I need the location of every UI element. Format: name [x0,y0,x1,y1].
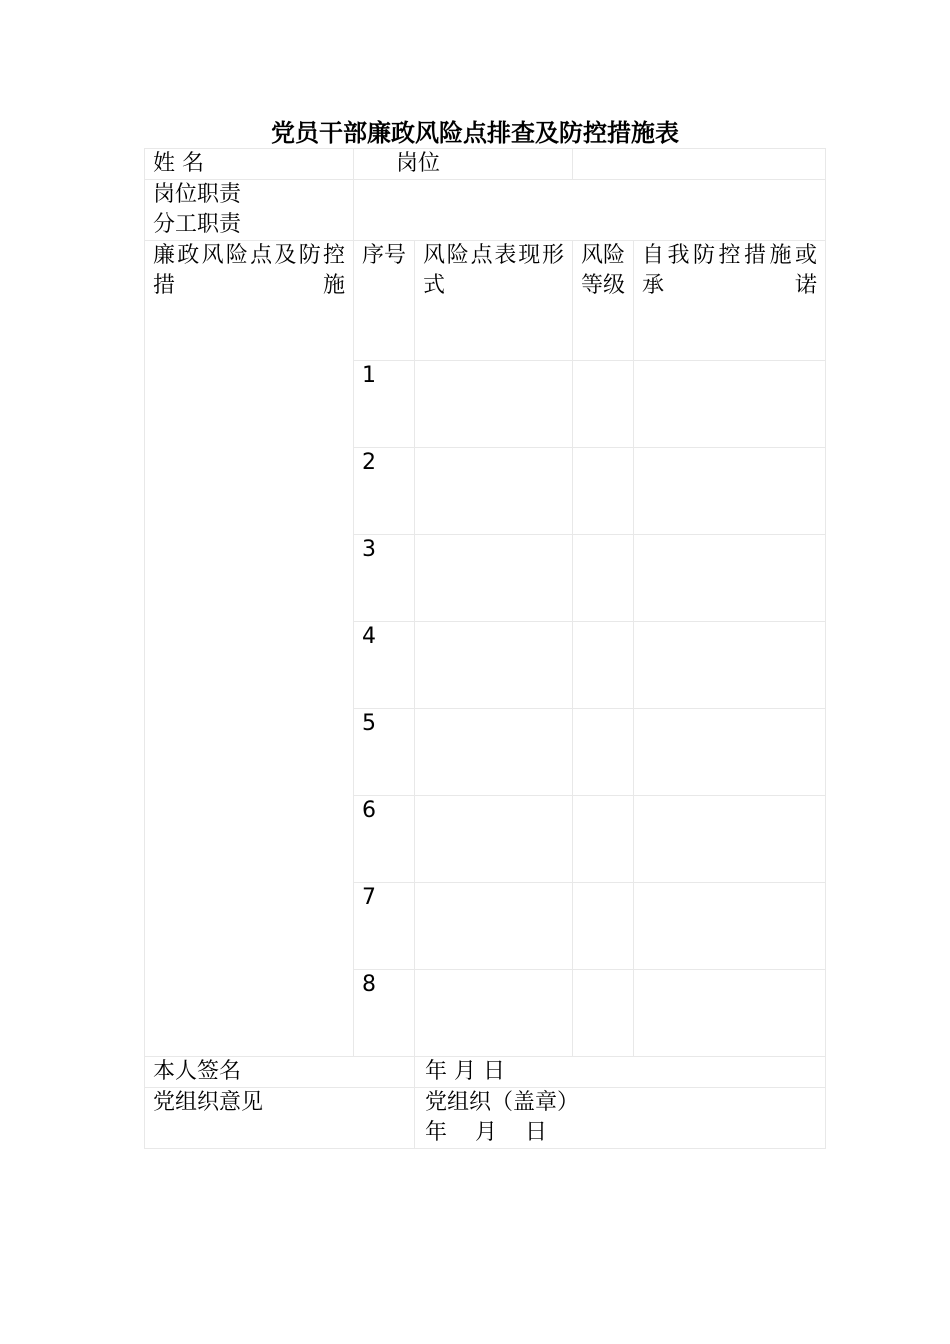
risk-row-seq: 2 [354,448,415,535]
risk-row-form[interactable] [415,970,573,1057]
risk-row-seq: 8 [354,970,415,1057]
risk-row-form[interactable] [415,622,573,709]
risk-row-form[interactable] [415,709,573,796]
risk-row-measure[interactable] [634,709,826,796]
risk-section-label: 廉政风险点及防控措施 [145,241,354,1057]
risk-row-measure[interactable] [634,361,826,448]
duties-label [145,180,354,241]
risk-row-seq: 3 [354,535,415,622]
col-header-seq: 序号 [354,241,415,361]
risk-row-form[interactable] [415,535,573,622]
col-header-form: 风险点表现形式 [415,241,573,361]
post-value[interactable] [573,149,826,180]
risk-row-level[interactable] [573,883,634,970]
document-title: 党员干部廉政风险点排查及防控措施表 [271,118,679,147]
duties-row [145,180,826,241]
risk-row-seq: 5 [354,709,415,796]
col-header-level: 风险等级 [573,241,634,361]
party-row [145,1088,826,1149]
party-opinion-value[interactable] [415,1088,826,1149]
post-label-text: 岗位 [396,151,441,176]
risk-row-form[interactable] [415,361,573,448]
risk-row-form[interactable] [415,448,573,535]
risk-row-level[interactable] [573,970,634,1057]
party-seal-text: 党组织（盖章） [425,1090,580,1115]
risk-row-level[interactable] [573,796,634,883]
risk-header-row [145,241,826,361]
risk-row-level[interactable] [573,709,634,796]
signature-row [145,1057,826,1088]
risk-row-seq: 1 [354,361,415,448]
col-header-measure: 自我防控措施或承诺 [634,241,826,361]
risk-row-level[interactable] [573,622,634,709]
risk-row-form[interactable] [415,796,573,883]
risk-row-form[interactable] [415,883,573,970]
risk-row-level[interactable] [573,535,634,622]
risk-row-measure[interactable] [634,796,826,883]
header-row [145,149,826,180]
signature-label: 本人签名 [145,1057,415,1088]
duties-value[interactable] [354,180,826,241]
risk-row-level[interactable] [573,361,634,448]
risk-row-measure[interactable] [634,622,826,709]
risk-row-measure[interactable] [634,970,826,1057]
risk-row-measure[interactable] [634,883,826,970]
duties-label-line1: 岗位职责 [153,182,242,207]
risk-row-measure[interactable] [634,448,826,535]
risk-row-level[interactable] [573,448,634,535]
signature-date[interactable]: 年 月 日 [415,1057,826,1088]
name-label: 姓 名 [145,149,354,180]
party-date: 年 月 日 [425,1120,547,1145]
post-label [354,149,573,180]
risk-form-table [144,148,826,1149]
duties-label-line2: 分工职责 [153,212,242,237]
risk-row-measure[interactable] [634,535,826,622]
risk-row-seq: 6 [354,796,415,883]
risk-row-seq: 4 [354,622,415,709]
risk-row-seq: 7 [354,883,415,970]
party-opinion-label: 党组织意见 [145,1088,415,1149]
